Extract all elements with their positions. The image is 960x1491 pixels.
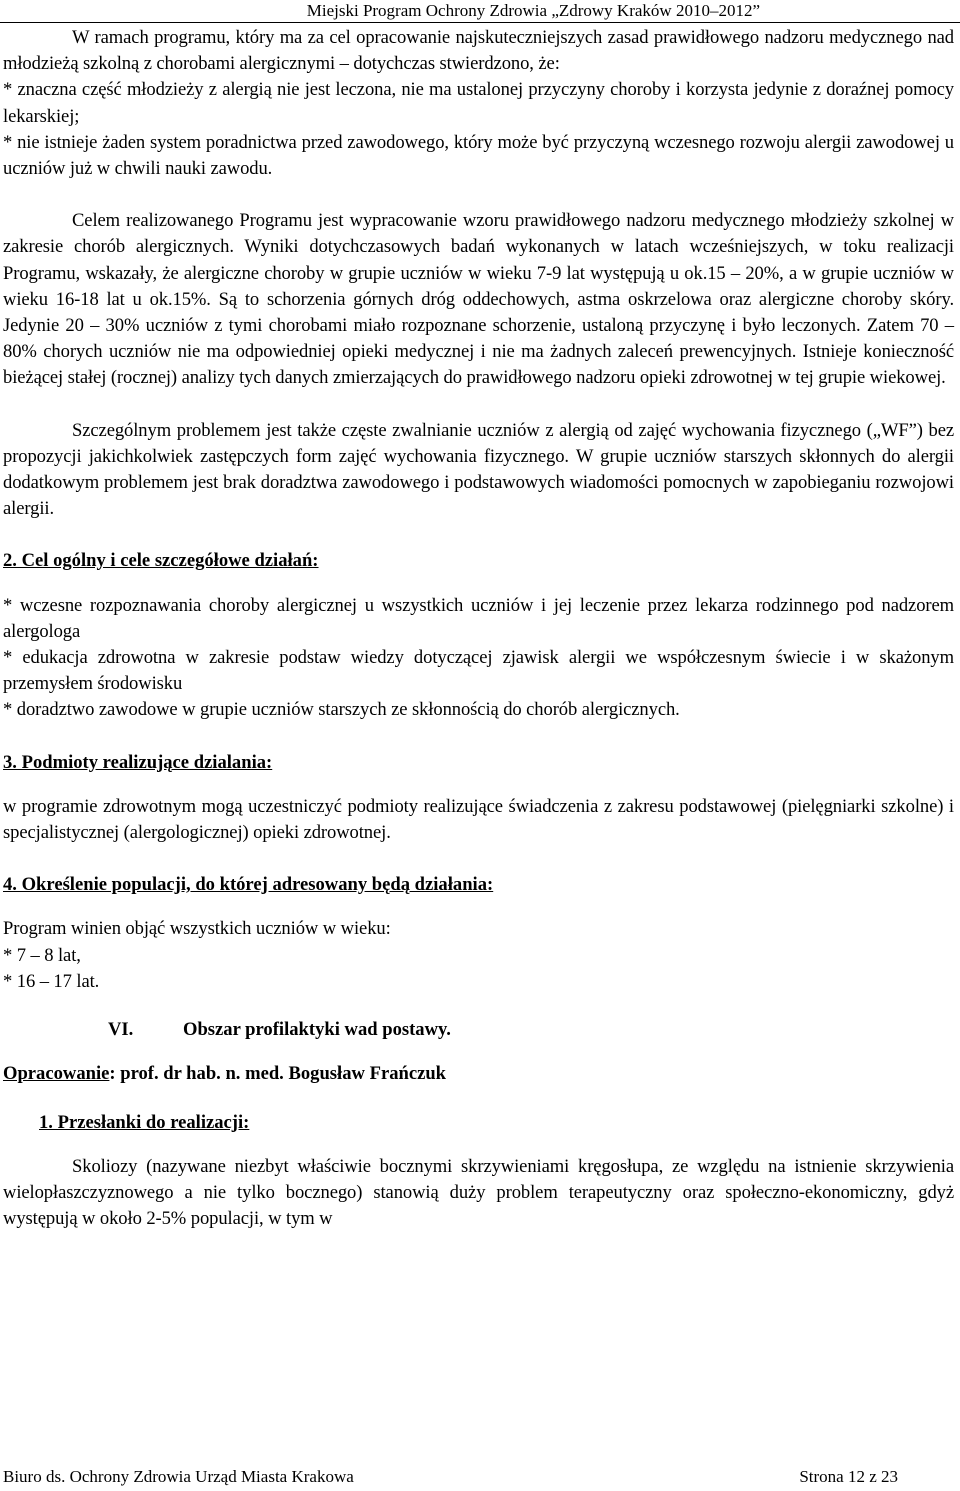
age-group-item: * 7 – 8 lat,: [3, 944, 81, 966]
author-label: Opracowanie: [3, 1063, 110, 1085]
paragraph-celem: Celem realizowanego Programu jest wypracowanie wzoru prawidłowego nadzoru medycznego młodzieży szkolnej w zakresie chorób alergicznych. Wyniki dotychczasowych badań wykonanych w latach wcześniejszych, w toku realizacji Programu, wskazały, że alergiczne choroby w grupie uczniów w wieku 7-9 lat występują u ok.15 – 20%, a w grupie uczniów w wieku 16-18 lat u ok.15%. Są to schorzenia górnych dróg oddechowych, astma oskrzelowa oraz alergiczne choroby skóry. Jedynie 20 – 30% uczniów z tymi chorobami miało rozpoznane schorzenie, ustaloną przyczynę i było leczonych. Zatem 70 – 80% chorych uczniów nie ma odpowiedniej opieki medycznej i nie ma żadnych zaleceń prewencyjnych. Istnieje konieczność bieżącej stałej (rocznej) analizy tych danych zmierzających do prawidłowego nadzoru opieki zdrowotnej w tej grupie wiekowej.: [3, 210, 954, 389]
paragraph-szczegolnym: Szczególnym problemem jest także częste zwalnianie uczniów z alergią od zajęć wychowania fizycznego („WF”) bez propozycji jakichkolwiek zastępczych form zajęć wychowania fizycznego. W grupie uczniów starszych skłonnych do alergii dodatkowym problemem jest brak doradztwa zawodowego i podstawowych wiadomości pomocnych w zapobieganiu rozwojowi alergii.: [3, 419, 954, 520]
section-4-intro: Program winien objąć wszystkich uczniów w wieku:: [3, 918, 391, 940]
intro-paragraph: W ramach programu, który ma za cel opracowanie najskuteczniejszych zasad prawidłowego nadzoru medycznego nad młodzieżą szkolną z chorobami alergicznymi – dotychczas stwierdzono, że:: [3, 27, 954, 75]
section-2-item: * wczesne rozpoznawania choroby alergicznej u wszystkich uczniów i jej leczenie przez lekarza rodzinnego pod nadzorem alergologa: [3, 594, 954, 642]
age-group-item: * 16 – 17 lat.: [3, 970, 100, 992]
section-3-heading: 3. Podmioty realizujące dzialania:: [3, 751, 273, 773]
footer-office: Biuro ds. Ochrony Zdrowia Urząd Miasta Krakowa: [3, 1467, 354, 1486]
author-line: [3, 1061, 954, 1087]
chapter-6-heading: [3, 1017, 954, 1043]
section-2-heading: 2. Cel ogólny i cele szczegółowe działań:: [3, 550, 319, 572]
document-body: [3, 25, 954, 1232]
intro-bullet: * nie istnieje żaden system poradnictwa przed zawodowego, który może być przyczyną wczesnego rozwoju alergii zawodowej u uczniów już w chwili nauki zawodu.: [3, 131, 954, 180]
page-header: [0, 0, 960, 23]
chapter-number: VI.: [108, 1019, 134, 1041]
intro-bullet: * znaczna część młodzieży z alergią nie jest leczona, nie ma ustalonej przyczyny choroby i korzysta jedynie z doraźnej pomocy lekarskiej;: [3, 79, 954, 127]
section-2-item: * edukacja zdrowotna w zakresie podstaw wiedzy dotyczącej zjawisk alergii we współczesnym świecie i w skażonym przemysłem środowisku: [3, 647, 954, 695]
subsection-1-text: Skoliozy (nazywane niezbyt właściwie bocznymi skrzywieniami kręgosłupa, ze względu na istnienie skrzywienia wielopłaszczyznowego a nie tylko bocznego) stanowią duży problem terapeutyczny oraz społeczno-ekonomiczny, gdyż występują w około 2-5% populacji, w tym w: [3, 1155, 954, 1230]
section-4-heading: 4. Określenie populacji, do której adresowany będą działania:: [3, 874, 494, 896]
page-footer: [3, 1467, 898, 1487]
author-name: : prof. dr hab. n. med. Bogusław Frańczuk: [109, 1063, 447, 1085]
running-title: Miejski Program Ochrony Zdrowia „Zdrowy Kraków 2010–2012”: [306, 1, 760, 20]
section-3-text: w programie zdrowotnym mogą uczestniczyć podmioty realizujące świadczenia z zakresu podstawowej (pielęgniarki szkolne) i specjalistycznej (alergologicznej) opieki zdrowotnej.: [3, 795, 954, 844]
section-2-item: * doradztwo zawodowe w grupie uczniów starszych ze skłonnością do chorób alergicznych.: [3, 699, 680, 721]
chapter-title: Obszar profilaktyki wad postawy.: [183, 1019, 451, 1041]
subsection-1-heading: [3, 1110, 954, 1136]
page-number: Strona 12 z 23: [799, 1467, 898, 1486]
subsection-1-title: 1. Przesłanki do realizacji:: [39, 1111, 250, 1133]
